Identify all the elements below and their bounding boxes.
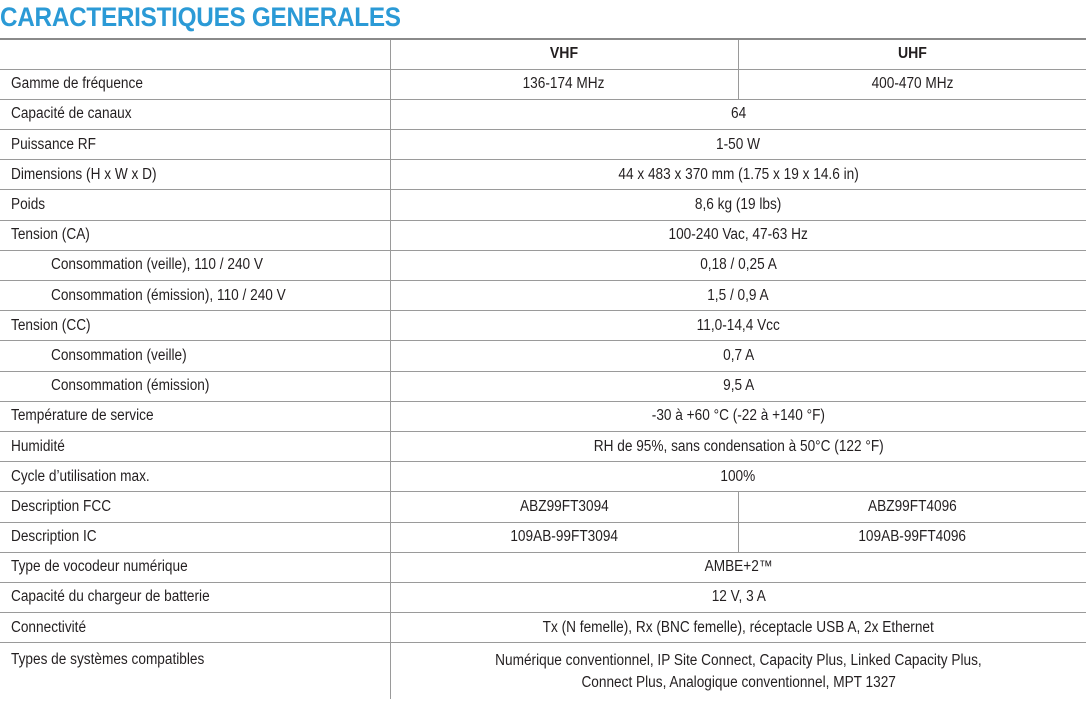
- header-label-cell: [0, 39, 390, 69]
- shared-value-text: 1,5 / 0,9 A: [707, 286, 769, 304]
- row-label-text: Humidité: [11, 437, 65, 455]
- table-row: [0, 250, 1086, 280]
- shared-value-text: 11,0-14,4 Vcc: [696, 316, 780, 334]
- shared-value-text: 0,18 / 0,25 A: [699, 256, 777, 274]
- shared-value: [390, 371, 1086, 401]
- shared-value-text: 12 V, 3 A: [711, 588, 766, 606]
- shared-value-text: 1-50 W: [716, 135, 761, 153]
- shared-value-text: 9,5 A: [722, 377, 754, 395]
- shared-value: [390, 220, 1086, 250]
- table-row: [0, 311, 1086, 341]
- shared-value: [390, 341, 1086, 371]
- table-row: [0, 522, 1086, 552]
- shared-value-text: RH de 95%, sans condensation à 50°C (122 °F): [593, 437, 884, 455]
- row-label: [0, 190, 390, 220]
- table-row: [0, 160, 1086, 190]
- row-label: [0, 401, 390, 431]
- shared-value: [390, 99, 1086, 129]
- header-uhf: [738, 39, 1086, 69]
- table-row: [0, 281, 1086, 311]
- shared-value: [390, 613, 1086, 643]
- shared-value: [390, 281, 1086, 311]
- row-label: [0, 613, 390, 643]
- row-label: [0, 552, 390, 582]
- page-title: CARACTERISTIQUES GENERALES: [0, 2, 401, 32]
- table-row: [0, 130, 1086, 160]
- shared-value-line-2: Connect Plus, Analogique conventionnel, MPT 1327: [581, 674, 896, 691]
- header-uhf-text: UHF: [897, 45, 927, 63]
- uhf-value-text: ABZ99FT4096: [867, 497, 957, 515]
- row-label-text: Description FCC: [11, 497, 112, 515]
- row-label-text: Description IC: [11, 528, 97, 546]
- uhf-value: [738, 492, 1086, 522]
- shared-value-text: 8,6 kg (19 lbs): [695, 196, 782, 214]
- row-label: [0, 130, 390, 160]
- row-label: [0, 69, 390, 99]
- header-vhf-text: VHF: [549, 45, 579, 63]
- table-row: [0, 220, 1086, 250]
- table-row: [0, 99, 1086, 129]
- table-row: [0, 190, 1086, 220]
- row-label: [0, 281, 390, 311]
- row-label-text: Puissance RF: [11, 135, 96, 153]
- shared-value-text: 44 x 483 x 370 mm (1.75 x 19 x 14.6 in): [618, 165, 859, 183]
- vhf-value-text: ABZ99FT3094: [519, 497, 609, 515]
- vhf-value-text: 136-174 MHz: [523, 75, 605, 93]
- table-row: [0, 401, 1086, 431]
- table-row: [0, 462, 1086, 492]
- header-vhf: [390, 39, 738, 69]
- row-label-text: Gamme de fréquence: [11, 75, 143, 93]
- shared-value: [390, 401, 1086, 431]
- shared-value: [390, 643, 1086, 699]
- shared-value: [390, 582, 1086, 612]
- uhf-value-text: 109AB-99FT4096: [858, 528, 967, 546]
- table-row: [0, 371, 1086, 401]
- row-label: [0, 431, 390, 461]
- row-label: [0, 160, 390, 190]
- row-label-text: Consommation (émission), 110 / 240 V: [51, 286, 286, 304]
- shared-value-text: Tx (N femelle), Rx (BNC femelle), réceptacle USB A, 2x Ethernet: [542, 618, 934, 636]
- row-label-text: Connectivité: [11, 618, 87, 636]
- table-row: [0, 431, 1086, 461]
- shared-value: [390, 190, 1086, 220]
- shared-value-text: 0,7 A: [722, 346, 754, 364]
- row-label: [0, 341, 390, 371]
- shared-value-text: 100%: [720, 467, 756, 485]
- row-label-text: Dimensions (H x W x D): [11, 165, 157, 183]
- row-label: [0, 99, 390, 129]
- table-row: [0, 643, 1086, 699]
- table-row: [0, 492, 1086, 522]
- shared-value: [390, 552, 1086, 582]
- table-row: [0, 69, 1086, 99]
- row-label: [0, 492, 390, 522]
- table-row: [0, 582, 1086, 612]
- table-header-row: [0, 39, 1086, 69]
- shared-value-line-1: Numérique conventionnel, IP Site Connect, Capacity Plus, Linked Capacity Plus,: [494, 652, 982, 669]
- shared-value: [390, 160, 1086, 190]
- row-label-text: Consommation (veille), 110 / 240 V: [51, 256, 264, 274]
- shared-value-text: 64: [730, 105, 746, 123]
- row-label-text: Cycle d’utilisation max.: [11, 467, 150, 485]
- row-label-text: Température de service: [11, 407, 154, 425]
- row-label: [0, 643, 390, 699]
- vhf-value-text: 109AB-99FT3094: [510, 528, 618, 546]
- uhf-value: [738, 522, 1086, 552]
- shared-value-text: AMBE+2™: [704, 558, 773, 576]
- shared-value: [390, 462, 1086, 492]
- table-row: [0, 552, 1086, 582]
- row-label: [0, 250, 390, 280]
- row-label-text: Tension (CC): [11, 316, 91, 334]
- specifications-table: [0, 38, 1086, 699]
- shared-value-text: -30 à +60 °C (-22 à +140 °F): [651, 407, 825, 425]
- row-label-text: Types de systèmes compatibles: [11, 651, 205, 669]
- vhf-value: [390, 522, 738, 552]
- shared-value-text: 100-240 Vac, 47-63 Hz: [668, 226, 808, 244]
- table-row: [0, 613, 1086, 643]
- row-label: [0, 582, 390, 612]
- table-row: [0, 341, 1086, 371]
- shared-value: [390, 250, 1086, 280]
- row-label-text: Capacité de canaux: [11, 105, 132, 123]
- row-label: [0, 220, 390, 250]
- row-label-text: Consommation (émission): [51, 377, 210, 395]
- uhf-value-text: 400-470 MHz: [871, 75, 954, 93]
- row-label: [0, 522, 390, 552]
- row-label: [0, 311, 390, 341]
- shared-value: [390, 311, 1086, 341]
- shared-value: [390, 431, 1086, 461]
- row-label-text: Tension (CA): [11, 226, 90, 244]
- shared-value: [390, 130, 1086, 160]
- row-label-text: Capacité du chargeur de batterie: [11, 588, 210, 606]
- row-label-text: Consommation (veille): [51, 346, 187, 364]
- vhf-value: [390, 492, 738, 522]
- uhf-value: [738, 69, 1086, 99]
- row-label: [0, 462, 390, 492]
- row-label-text: Poids: [11, 196, 46, 214]
- row-label-text: Type de vocodeur numérique: [11, 558, 188, 576]
- row-label: [0, 371, 390, 401]
- vhf-value: [390, 69, 738, 99]
